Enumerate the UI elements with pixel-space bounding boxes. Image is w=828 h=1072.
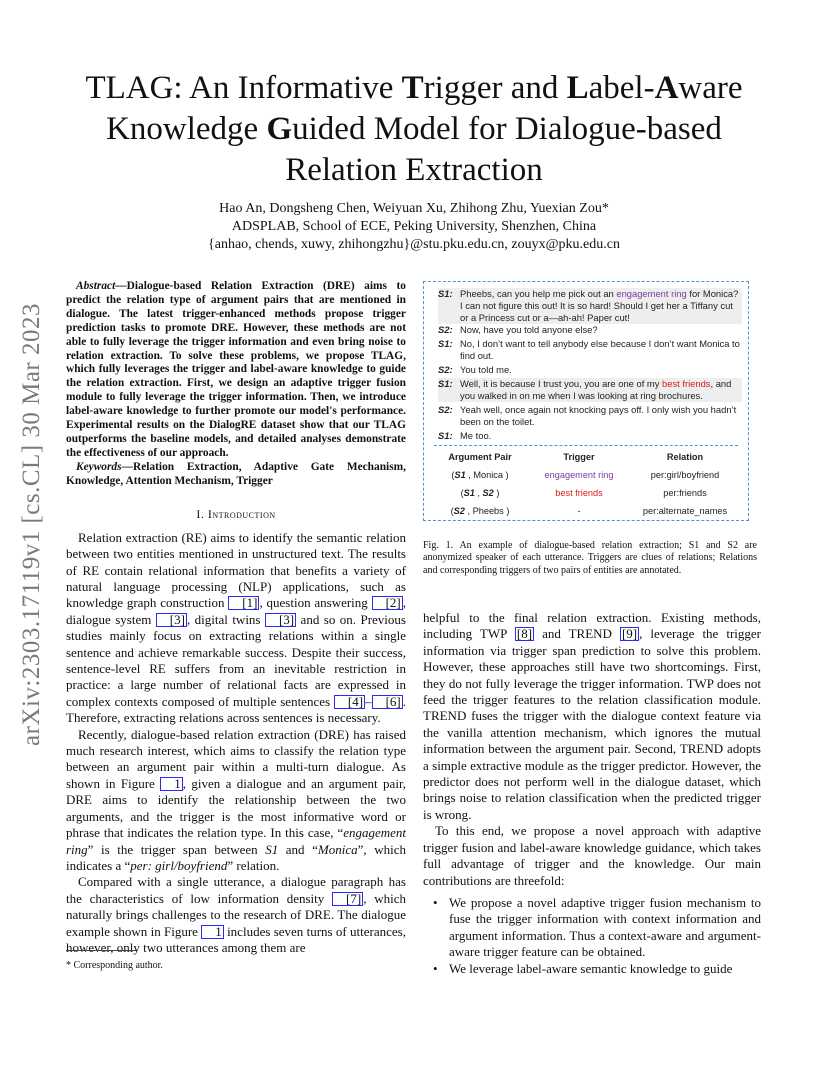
utterance-text: No, I don’t want to tell anybody else because I don’t want Monica to find out. — [460, 338, 740, 361]
header-trigger: Trigger — [563, 452, 595, 462]
keywords-text: —Relation Extraction, Adaptive Gate Mechanism, Knowledge, Attention Mechanism, Trigger — [66, 460, 406, 487]
table-row — [434, 505, 738, 523]
dialogue-utterance — [438, 378, 742, 402]
section-heading-introduction: I. Introduction — [196, 506, 276, 521]
trigger-span: best friends — [662, 378, 711, 389]
trigger-cell: - — [577, 506, 581, 516]
author-emails: {anhao, chends, xuwy, zhihongzhu}@stu.pku.edu.cn, zouyx@pku.edu.cn — [208, 237, 620, 252]
right-column — [423, 610, 761, 977]
table-divider — [434, 445, 738, 446]
footnote-rule — [66, 950, 136, 951]
relation-cell: per:friends — [663, 488, 707, 498]
utterance-text: Well, it is because I trust you, you are one of my best friends, and you walked in on me when I was looking at ring brochures. — [460, 378, 732, 401]
paper-title — [60, 68, 768, 191]
dialogue-utterance — [438, 288, 742, 324]
argument-pair-cell: (S1 , Monica ) — [451, 470, 509, 480]
left-column — [66, 280, 406, 956]
utterance-text: You told me. — [460, 364, 512, 375]
abstract-label: Abstract — [76, 280, 116, 292]
right-paragraph-1: helpful to the final relation extraction. Existing methods, including TWP [8] and TREND [9] , leverage the trigger information via trigger span prediction to solve this problem. However, these approaches still have two shortcomings. First, they do not fully leverage the trigger information. TWP does not feed the trigger features to the relation classification module. TREND fuses the trigger with the dialogue context feature via the vanilla attention mechanism, which ignores the mutual information between the argument pair. Second, TREND adopts a simple extractive module as the trigger predictor. However, the predictor does not perform well in the dialogue dataset, which brings noise to relation classification when the predicted trigger is wrong. — [423, 610, 761, 822]
keywords — [66, 461, 406, 489]
table-header-row — [434, 451, 738, 469]
dialogue-utterance — [438, 364, 742, 376]
speaker-label: S1: — [438, 338, 453, 349]
author-affiliation: ADSPLAB, School of ECE, Peking University, Shenzhen, China — [231, 219, 597, 234]
trigger-cell: engagement ring — [544, 470, 614, 480]
citation-link[interactable]: [2] — [372, 596, 403, 610]
abstract — [66, 280, 406, 461]
citation-link[interactable]: [6] — [372, 695, 403, 709]
header-argument-pair: Argument Pair — [448, 452, 512, 462]
author-names: Hao An, Dongsheng Chen, Weiyuan Xu, Zhihong Zhu, Yuexian Zou* — [219, 201, 609, 216]
intro-paragraph-3: Compared with a single utterance, a dialogue paragraph has the characteristics of low information density [7] , which naturally brings challenges to the research of DRE. The dialogue example shown in Figure 1 includes seven turns of utterances, however, only two utterances among them are — [66, 874, 406, 955]
intro-paragraph-2: Recently, dialogue-based relation extraction (DRE) has raised much research interest, which aims to classify the relation type between an argument pair within a multi-turn dialogue. As shown in Figure 1 , given a dialogue and an argument pair, DRE aims to identify the relationship between the two arguments, and the trigger is the most informative word or phrase that indicates the relation type. In this case, “engagement ring” is the trigger span between S1 and “Monica”, which indicates a “per: girl/boyfriend” relation. — [66, 726, 406, 873]
argument-pair-cell: (S2 , Pheebs ) — [450, 506, 510, 516]
speaker-label: S1: — [438, 378, 453, 389]
speaker-label: S2: — [438, 404, 453, 415]
contribution-item: • We propose a novel adaptive trigger fusion mechanism to fuse the trigger information with context information and argument information. Thus a context-aware and argument-aware trigger feature can be obtained. — [423, 895, 761, 961]
speaker-label: S1: — [438, 288, 453, 299]
citation-link[interactable]: [3] — [265, 613, 296, 627]
citation-link[interactable]: [9] — [621, 626, 638, 642]
speaker-label: S2: — [438, 364, 453, 375]
citation-link[interactable]: [3] — [156, 613, 187, 627]
footnote: * Corresponding author. — [66, 960, 163, 971]
dialogue-utterance — [438, 404, 742, 428]
header-relation: Relation — [666, 452, 704, 462]
dialogue-utterance — [438, 430, 742, 442]
figure-1-dialogue-box — [423, 281, 749, 521]
citation-link[interactable]: [7] — [332, 892, 363, 906]
contribution-item: • We leverage label-aware semantic knowledge to guide — [423, 961, 761, 977]
abstract-text: —Dialogue-based Relation Extraction (DRE) aims to predict the relation type of argument pairs that are mentioned in dialogue. The latest trigger-enhanced methods propose trigger prediction tasks to promote DRE. However, these methods are not able to fully leverage the trigger information and even bring noise to relation extraction. To solve these problems, we propose TLAG, which fully leverages the trigger and label-aware knowledge to guide the relation extraction. First, we design an adaptive trigger fusion module to fully leverage the trigger information. Then, we introduce label-aware knowledge to further promote our model's performance. Experimental results on the DialogRE dataset show that our TLAG outperforms the baseline models, and detailed analyses demonstrate the effectiveness of our approach. — [66, 280, 406, 459]
relation-cell: per:girl/boyfriend — [650, 470, 720, 480]
table-body — [434, 469, 738, 523]
title-line-3: Relation Extraction — [285, 152, 543, 188]
citation-link[interactable]: [8] — [516, 626, 533, 642]
dialogue-utterance — [438, 338, 742, 362]
figure-1-caption: Fig. 1. An example of dialogue-based relation extraction; S1 and S2 are anonymized speaker of each utterance. Triggers are clues of relations; Relations and corresponding triggers of two pairs of entities are annotated. — [423, 540, 757, 576]
dialogue-utterance — [438, 324, 742, 336]
utterance-text: Yeah well, once again not knocking pays off. I only wish you hadn’t been on the toilet. — [460, 404, 737, 427]
citation-link[interactable]: [4] — [334, 695, 365, 709]
speaker-label: S1: — [438, 430, 453, 441]
argument-pair-cell: (S1 , S2 ) — [460, 488, 500, 498]
utterance-text: Pheebs, can you help me pick out an engagement ring for Monica? I can not figure this out! It is so hard! Should I get her a Tiffany cut or a Princess cut or a—ah-ah! Paper cut! — [460, 288, 739, 323]
intro-paragraph-1: Relation extraction (RE) aims to identify the semantic relation between two entities mentioned in unstructured text. The results of RE contain relational information that benefits a variety of natural language processing (NLP) applications, such as knowledge graph construction [1] , question answering [2] , dialogue system [3] , digital twins [3] and so on. Previous studies mainly focus on extracting relations within a single sentence and achieve remarkable success. Despite their success, sentence-level RE suffers from an inevitable restriction in practice: a large number of relational facts are expressed in complex contexts composed of multiple sentences [4] – [6] . Therefore, extracting relations across sentences is necessary. — [66, 529, 407, 726]
utterance-text: Now, have you told anyone else? — [460, 324, 598, 335]
keywords-label: Keywords — [76, 460, 122, 473]
relation-table — [434, 451, 738, 523]
right-paragraph-2: To this end, we propose a novel approach with adaptive trigger fusion and label-aware knowledge guidance, which takes full advantage of trigger and the knowledge. Our main contributions are threefold: — [423, 823, 761, 888]
contribution-list — [423, 895, 761, 977]
title-line-2: Knowledge Guided Model for Dialogue-based — [106, 111, 722, 147]
utterance-text: Me too. — [460, 430, 492, 441]
author-block — [60, 200, 768, 254]
trigger-cell: best friends — [555, 488, 603, 498]
relation-cell: per:alternate_names — [642, 506, 728, 516]
table-row — [434, 487, 738, 505]
speaker-label: S2: — [438, 324, 453, 335]
citation-link[interactable]: [1] — [228, 596, 259, 610]
arxiv-stamp: arXiv:2303.17119v1 [cs.CL] 30 Mar 2023 — [18, 302, 45, 746]
figure-link[interactable]: 1 — [201, 925, 224, 939]
figure-link[interactable]: 1 — [160, 777, 183, 791]
title-line-1: TLAG: An Informative Trigger and Label-Aware — [85, 70, 743, 106]
table-row — [434, 469, 738, 487]
trigger-span: engagement ring — [616, 288, 687, 299]
